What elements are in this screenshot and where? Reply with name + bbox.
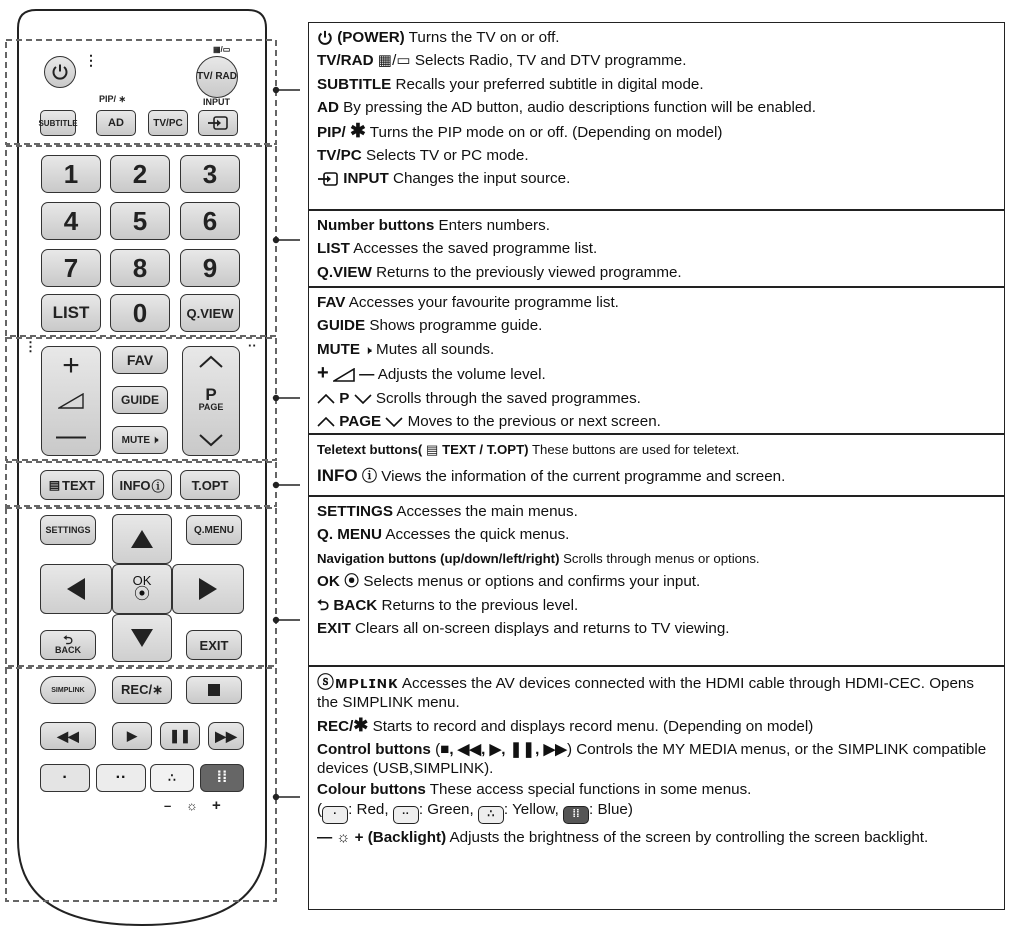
back-icon: ⮌ — [63, 633, 73, 647]
fast-forward-button[interactable] — [208, 722, 244, 750]
mute-icon: 🕨 — [364, 342, 372, 357]
ad-desc: By pressing the AD button, audio descriptions function will be enabled. — [338, 99, 816, 117]
subtitle-button[interactable]: SUBTITLE — [40, 110, 76, 136]
number-button-3[interactable]: 3 — [180, 155, 240, 193]
backlight-plus-icon: + — [354, 829, 364, 847]
pause-icon: ❚❚ — [169, 728, 191, 743]
number-button-5[interactable]: 5 — [110, 202, 170, 240]
line-mute — [317, 338, 998, 362]
red-dots-icon: · — [322, 806, 348, 824]
yellow-dots-icon: ∴ — [478, 806, 504, 824]
section-power-group — [308, 22, 1005, 210]
topt-button[interactable]: T.OPT — [180, 470, 240, 500]
ok-icon: ⦿ — [133, 586, 150, 603]
red-text: : Red, — [348, 801, 393, 819]
guide-term: GUIDE — [317, 317, 366, 335]
backlight-icon: ☼ — [336, 829, 351, 847]
program-page-label: PAGE — [198, 402, 224, 412]
number-button-4[interactable]: 4 — [41, 202, 101, 240]
rewind-icon: ◀◀ — [57, 727, 79, 744]
teletext-term: Teletext buttons( — [317, 442, 423, 457]
program-desc: Scrolls through the saved programmes. — [371, 389, 641, 407]
arrow-up-icon — [130, 529, 154, 549]
input-term: INPUT — [343, 170, 389, 188]
backlight-minus-icon: — — [317, 829, 333, 847]
input-icon — [207, 116, 229, 130]
colour-term: Colour buttons — [317, 781, 426, 799]
blue-dots-icon: ⁞⁞ — [216, 769, 228, 786]
line-colour — [317, 780, 998, 799]
teletext-icon: ▤ — [425, 442, 439, 457]
chevron-up-icon — [198, 355, 224, 369]
control-icons: ■, ◀◀, ▶, ❚❚, ▶▶ — [440, 741, 567, 759]
play-button[interactable] — [112, 722, 152, 750]
number-button-9[interactable]: 9 — [180, 249, 240, 287]
text-button[interactable] — [40, 470, 104, 500]
tv-radio-icon: ▦/▭ — [377, 52, 411, 70]
settings-term: SETTINGS — [317, 503, 393, 520]
back-label: BACK — [55, 645, 81, 655]
exit-term: EXIT — [317, 620, 351, 638]
section-number-group — [308, 210, 1005, 287]
line-qmenu — [317, 523, 998, 546]
yellow-button[interactable] — [150, 764, 194, 792]
line-input — [317, 167, 998, 190]
page-desc: Moves to the previous or next screen. — [403, 413, 661, 431]
guide-desc: Shows programme guide. — [365, 317, 543, 335]
number-button-0[interactable]: 0 — [110, 294, 170, 332]
chevron-down-icon — [354, 394, 372, 404]
rec-button[interactable]: REC/∗ — [112, 676, 172, 704]
number-term: Number buttons — [317, 217, 435, 234]
settings-desc: Accesses the main menus. — [392, 503, 578, 520]
list-term: LIST — [317, 240, 350, 258]
program-rocker[interactable] — [182, 346, 240, 456]
back-button[interactable] — [40, 630, 96, 660]
green-text: : Green, — [418, 801, 478, 819]
line-list — [317, 237, 998, 260]
line-tvrad — [317, 49, 998, 72]
mute-button[interactable] — [112, 426, 168, 454]
volume-rocker[interactable] — [41, 346, 101, 456]
control-term: Control buttons — [317, 741, 431, 759]
tvrad-term: TV/RAD — [317, 52, 374, 70]
blue-dots-icon: ⁞⁞ — [563, 806, 589, 824]
play-icon: ▶ — [127, 728, 137, 743]
section-media-group — [308, 666, 1005, 910]
line-subtitle — [317, 73, 998, 96]
ad-term: AD — [317, 99, 339, 117]
guide-button[interactable]: GUIDE — [112, 386, 168, 414]
program-term: P — [339, 389, 350, 407]
nav-down-button[interactable] — [112, 614, 172, 662]
number-button-1[interactable]: 1 — [41, 155, 101, 193]
asterisk-icon: ✱ — [353, 715, 369, 735]
rewind-button[interactable] — [40, 722, 96, 750]
remote-body-outline — [0, 0, 300, 932]
info-button[interactable] — [112, 470, 172, 500]
info-icon: ⓘ — [151, 478, 165, 494]
volume-desc: Adjusts the volume level. — [374, 366, 546, 384]
power-button[interactable] — [44, 56, 76, 88]
number-button-8[interactable]: 8 — [110, 249, 170, 287]
button-description-panel — [308, 22, 1005, 910]
line-navigation — [317, 547, 998, 570]
fav-button[interactable]: FAV — [112, 346, 168, 374]
simplink-button[interactable]: SIMPLINK — [40, 676, 96, 704]
backlight-minus: – — [164, 798, 172, 813]
info-icon: ⓘ — [361, 468, 378, 486]
green-dots-icon: ·· — [393, 806, 419, 824]
back-icon: ⮌ — [317, 596, 330, 614]
number-button-2[interactable]: 2 — [110, 155, 170, 193]
number-button-6[interactable]: 6 — [180, 202, 240, 240]
navigation-term: Navigation buttons (up/down/left/right) — [317, 550, 560, 566]
power-icon — [317, 30, 333, 46]
line-rec — [317, 714, 998, 738]
green-dots-icon: ·· — [115, 769, 127, 786]
line-program — [317, 387, 998, 410]
list-desc: Accesses the saved programme list. — [349, 240, 598, 258]
teletext-icon: ▤ — [48, 478, 61, 492]
simplink-logo: ⓢᴍᴘʟɪɴᴋ — [317, 673, 399, 692]
nav-right-button[interactable] — [172, 564, 244, 614]
section-volume-group — [308, 287, 1005, 434]
section-navigation-group — [308, 496, 1005, 666]
line-qview — [317, 261, 998, 284]
pip-term: PIP/ — [317, 123, 346, 141]
pip-label: PIP/ ∗ — [99, 94, 127, 104]
red-button[interactable] — [40, 764, 90, 792]
info-desc: Views the information of the current programme and screen. — [377, 468, 786, 486]
stop-button[interactable] — [186, 676, 242, 704]
ad-button[interactable]: AD — [96, 110, 136, 136]
chevron-up-icon — [317, 417, 335, 427]
qview-term: Q.VIEW — [317, 263, 372, 281]
tvrad-button[interactable]: TV/ RAD — [196, 56, 238, 98]
simplink-desc: Accesses the AV devices connected with the HDMI cable through HDMI-CEC. Opens the SIMPLINK menu. — [317, 675, 974, 711]
volume-icon — [333, 368, 355, 382]
yellow-text: : Yellow, — [503, 801, 564, 819]
list-button[interactable]: LIST — [41, 294, 101, 332]
navigation-desc: Scrolls through menus or options. — [559, 550, 760, 566]
tv-radio-icon: ▦/▭ — [213, 45, 231, 54]
power-icon — [51, 63, 69, 81]
ok-label: OK — [132, 573, 152, 588]
volume-up-icon: + — [317, 362, 329, 385]
line-number — [317, 214, 998, 237]
section-teletext-group — [308, 434, 1005, 496]
blue-button[interactable] — [200, 764, 244, 792]
line-ad — [317, 96, 998, 119]
input-desc: Changes the input source. — [388, 170, 571, 188]
tvpc-button[interactable]: TV/PC — [148, 110, 188, 136]
back-term: BACK — [333, 596, 378, 614]
volume-up-icon: + — [62, 348, 80, 382]
qmenu-desc: Accesses the quick menus. — [381, 526, 570, 544]
line-tvpc — [317, 144, 998, 167]
line-guide — [317, 314, 998, 337]
arrow-left-icon — [66, 577, 86, 601]
settings-button[interactable]: SETTINGS — [40, 515, 96, 545]
number-desc: Enters numbers. — [434, 217, 550, 234]
qmenu-button[interactable]: Q.MENU — [186, 515, 242, 545]
line-simplink — [317, 673, 998, 712]
nav-left-button[interactable] — [40, 564, 112, 614]
line-settings — [317, 500, 998, 523]
ok-icon: ⦿ — [344, 573, 360, 591]
ok-term: OK — [317, 573, 340, 591]
volume-icon — [58, 393, 84, 409]
backlight-icon: ☼ — [186, 798, 198, 813]
teletext-term-2: TEXT / T.OPT) — [438, 442, 529, 457]
teletext-desc: These buttons are used for teletext. — [528, 442, 740, 457]
fast-forward-icon: ▶▶ — [215, 727, 237, 744]
rec-term: REC/ — [317, 718, 354, 735]
stop-icon — [208, 684, 220, 696]
exit-desc: Clears all on-screen displays and returns to TV viewing. — [350, 620, 730, 638]
dots-indicator: ⋮ — [84, 52, 98, 68]
number-button-7[interactable]: 7 — [41, 249, 101, 287]
line-power — [317, 26, 998, 49]
tvpc-term: TV/PC — [317, 147, 362, 165]
line-back — [317, 594, 998, 617]
ok-button[interactable] — [112, 564, 172, 614]
remote-control-illustration — [0, 0, 300, 932]
arrow-down-icon — [130, 628, 154, 648]
input-icon — [317, 172, 339, 186]
mute-desc: Mutes all sounds. — [371, 340, 495, 358]
qmenu-term: Q. MENU — [317, 526, 382, 544]
qview-button[interactable]: Q.VIEW — [180, 294, 240, 332]
input-label: INPUT — [203, 97, 230, 107]
asterisk-icon: ✱ — [349, 120, 366, 142]
colour-desc: These access special functions in some menus. — [425, 781, 752, 799]
control-desc: ) Controls the MY MEDIA menus, or the SIMPLINK compatible devices (USB,SIMPLINK). — [317, 741, 987, 778]
power-desc: Turns the TV on or off. — [404, 29, 560, 46]
subtitle-desc: Recalls your preferred subtitle in digital mode. — [391, 75, 704, 93]
tvrad-desc: Selects Radio, TV and DTV programme. — [410, 52, 687, 70]
nav-up-button[interactable] — [112, 514, 172, 564]
input-button[interactable] — [198, 110, 238, 136]
red-dots-icon: · — [62, 769, 68, 786]
chevron-down-icon — [385, 417, 403, 427]
text-label: TEXT — [62, 477, 96, 493]
program-p-label: P — [205, 385, 217, 404]
line-fav — [317, 291, 998, 314]
line-ok — [317, 570, 998, 593]
fav-desc: Accesses your favourite programme list. — [345, 294, 619, 311]
subtitle-term: SUBTITLE — [317, 75, 392, 93]
blue-text: : Blue) — [589, 801, 633, 819]
chevron-up-icon — [317, 394, 335, 404]
line-backlight — [317, 828, 998, 847]
line-control: Control buttons (■, ◀◀, ▶, ❚❚, ▶▶) Controls the MY MEDIA menus, or the SIMPLINK compatible devices (USB,SIMPLINK). — [317, 741, 987, 778]
ok-desc: Selects menus or options and confirms your input. — [359, 573, 701, 591]
backlight-plus: + — [212, 797, 221, 814]
qview-desc: Returns to the previously viewed programme. — [371, 263, 682, 281]
volume-down-icon: — — [359, 366, 375, 384]
line-colour-legend: ( · : Red, ·· : Green, ∴ : Yellow, ⁞⁞ : Blue) — [317, 799, 998, 824]
line-exit — [317, 617, 998, 640]
dots-indicator-right: ·· — [248, 338, 257, 353]
pip-desc: Turns the PIP mode on or off. (Depending on model) — [365, 123, 723, 141]
pause-button[interactable] — [160, 722, 200, 750]
fav-term: FAV — [317, 294, 346, 311]
rec-desc: Starts to record and displays record menu. (Depending on model) — [368, 718, 814, 735]
dots-indicator-left: ⋮ — [24, 339, 37, 354]
yellow-dots-icon: ∴ — [168, 771, 176, 785]
mute-term: MUTE — [317, 340, 361, 358]
chevron-down-icon — [198, 433, 224, 447]
arrow-right-icon — [198, 577, 218, 601]
page-term: PAGE — [339, 413, 382, 431]
line-pip — [317, 120, 998, 144]
line-volume — [317, 362, 998, 386]
power-term: (POWER) — [337, 29, 405, 46]
volume-down-icon: — — [56, 419, 86, 453]
line-page — [317, 410, 998, 433]
info-label: INFO — [119, 477, 151, 493]
mute-label: MUTE — [121, 434, 151, 446]
info-term: INFO — [317, 466, 358, 486]
tvpc-desc: Selects TV or PC mode. — [361, 147, 529, 165]
backlight-desc: Adjusts the brightness of the screen by controlling the screen backlight. — [446, 829, 929, 847]
back-desc: Returns to the previous level. — [377, 596, 579, 614]
line-teletext — [317, 438, 998, 461]
green-button[interactable] — [96, 764, 146, 792]
exit-button[interactable]: EXIT — [186, 630, 242, 660]
line-info — [317, 464, 998, 488]
mute-icon: 🕨 — [152, 434, 159, 446]
backlight-term: (Backlight) — [367, 829, 447, 847]
